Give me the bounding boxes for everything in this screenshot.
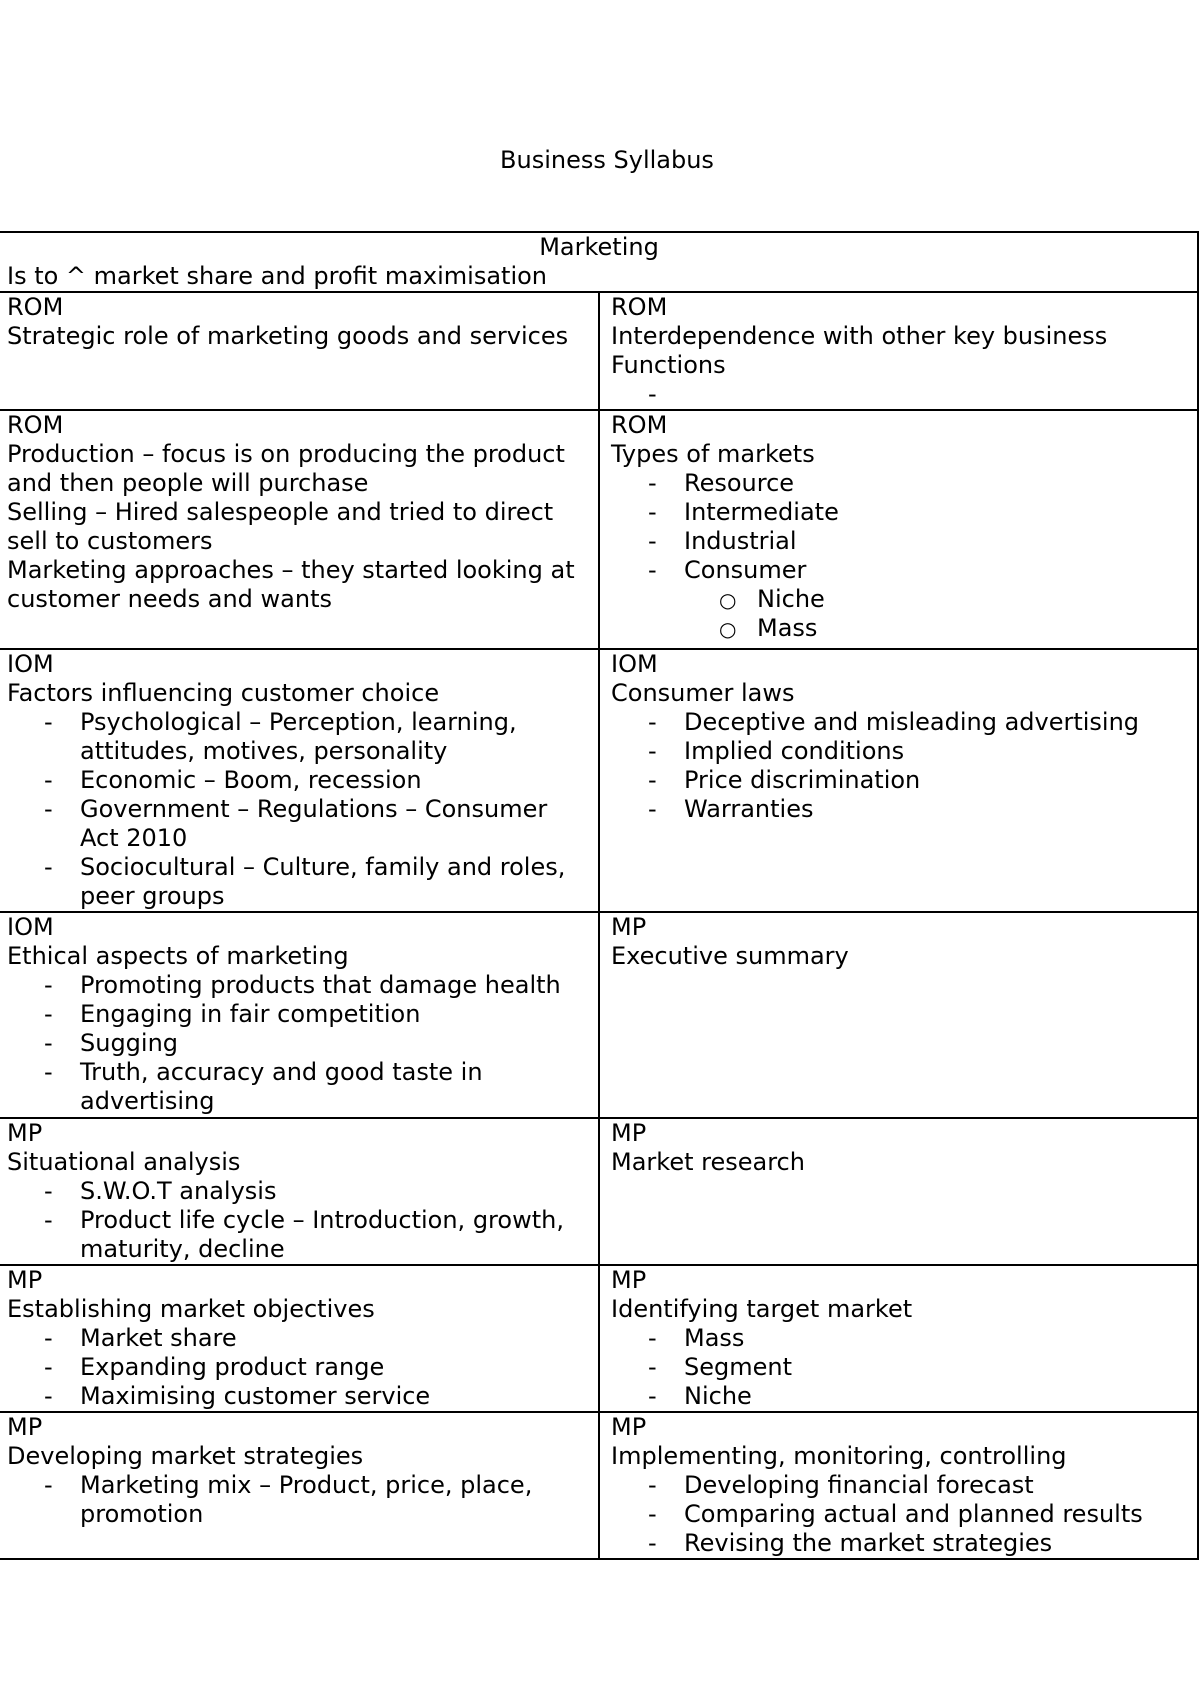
cell-heading: Types of markets	[611, 440, 815, 468]
table-cell	[0, 649, 599, 912]
cell-line: Selling – Hired salespeople and tried to direct sell to customers	[7, 498, 554, 555]
table-cell	[0, 1118, 599, 1265]
cell-tag: IOM	[7, 913, 54, 941]
cell-heading: Consumer laws	[611, 679, 795, 707]
table-header-row	[0, 232, 1198, 292]
cell-heading: Identifying target market	[611, 1295, 913, 1323]
list-item: - Economic – Boom, recession	[7, 766, 592, 795]
cell-tag: ROM	[611, 411, 668, 439]
list-item: - Comparing actual and planned results	[611, 1500, 1191, 1529]
list-item: - Truth, accuracy and good taste in advertising	[7, 1058, 592, 1116]
section-subtitle: Is to ^ market share and profit maximisation	[7, 262, 548, 290]
bullet-list	[7, 971, 592, 1116]
table-row	[0, 1412, 1198, 1559]
cell-tag: MP	[611, 1266, 647, 1294]
cell-tag: IOM	[7, 650, 54, 678]
cell-tag: MP	[611, 913, 647, 941]
table-cell	[599, 1412, 1198, 1559]
cell-heading: Ethical aspects of marketing	[7, 942, 349, 970]
bullet-list	[611, 708, 1191, 824]
table-cell	[599, 410, 1198, 649]
list-item: - Market share	[7, 1324, 592, 1353]
cell-heading: Interdependence with other key business Functions	[611, 322, 1108, 379]
list-item: - Expanding product range	[7, 1353, 592, 1382]
table-cell	[599, 649, 1198, 912]
list-item: - Consumer	[611, 556, 1191, 585]
list-item: - Warranties	[611, 795, 1191, 824]
cell-heading: Establishing market objectives	[7, 1295, 375, 1323]
cell-tag: IOM	[611, 650, 658, 678]
list-item: - Price discrimination	[611, 766, 1191, 795]
cell-heading: Developing market strategies	[7, 1442, 364, 1470]
cell-tag: ROM	[7, 411, 64, 439]
table-cell	[599, 292, 1198, 410]
bullet-list	[611, 1471, 1191, 1558]
cell-tag: MP	[7, 1266, 43, 1294]
table-cell	[599, 1118, 1198, 1265]
list-item: - Sugging	[7, 1029, 592, 1058]
cell-heading: Factors influencing customer choice	[7, 679, 440, 707]
bullet-list	[7, 1471, 592, 1529]
bullet-list	[611, 469, 1191, 585]
list-item: - Resource	[611, 469, 1191, 498]
cell-tag: MP	[7, 1413, 43, 1441]
table-cell	[0, 410, 599, 649]
cell-heading: Market research	[611, 1148, 805, 1176]
list-item: - Engaging in fair competition	[7, 1000, 592, 1029]
list-item: - Segment	[611, 1353, 1191, 1382]
syllabus-table	[0, 231, 1199, 1560]
cell-tag: ROM	[7, 293, 64, 321]
cell-tag: MP	[611, 1413, 647, 1441]
header-cell	[0, 232, 1198, 292]
bullet-list	[7, 1177, 592, 1264]
cell-heading: Executive summary	[611, 942, 849, 970]
list-item: - Implied conditions	[611, 737, 1191, 766]
table-cell	[0, 912, 599, 1118]
cell-tag: ROM	[611, 293, 668, 321]
table-row	[0, 1265, 1198, 1412]
table-row	[0, 1118, 1198, 1265]
cell-heading: Situational analysis	[7, 1148, 241, 1176]
list-item: - Developing financial forecast	[611, 1471, 1191, 1500]
bullet-list	[7, 1324, 592, 1411]
bullet-list	[7, 708, 592, 911]
cell-line: Marketing approaches – they started looking at customer needs and wants	[7, 556, 575, 613]
list-item: - Promoting products that damage health	[7, 971, 592, 1000]
empty-list-marker: -	[648, 380, 657, 408]
table-row	[0, 912, 1198, 1118]
list-item: - Niche	[611, 1382, 1191, 1411]
table-row	[0, 410, 1198, 649]
list-item: - Maximising customer service	[7, 1382, 592, 1411]
sub-list-item: ○ Niche	[611, 585, 1191, 614]
list-item: - Psychological – Perception, learning, attitudes, motives, personality	[7, 708, 592, 766]
sub-list-item: ○ Mass	[611, 614, 1191, 643]
list-item: - Revising the market strategies	[611, 1529, 1191, 1558]
table-row	[0, 292, 1198, 410]
cell-tag: MP	[611, 1119, 647, 1147]
table-row	[0, 649, 1198, 912]
list-item: - Deceptive and misleading advertising	[611, 708, 1191, 737]
list-item: - Government – Regulations – Consumer Act 2010	[7, 795, 592, 853]
list-item: - Intermediate	[611, 498, 1191, 527]
table-cell	[599, 912, 1198, 1118]
table-cell	[599, 1265, 1198, 1412]
table-cell	[0, 1412, 599, 1559]
list-item: - Mass	[611, 1324, 1191, 1353]
sub-bullet-list	[611, 585, 1191, 643]
table-cell	[0, 292, 599, 410]
cell-line: Production – focus is on producing the product and then people will purchase	[7, 440, 565, 497]
document-title: Business Syllabus	[500, 146, 714, 174]
cell-heading: Implementing, monitoring, controlling	[611, 1442, 1067, 1470]
table-cell	[0, 1265, 599, 1412]
list-item: - Industrial	[611, 527, 1191, 556]
bullet-list	[611, 1324, 1191, 1411]
list-item: - S.W.O.T analysis	[7, 1177, 592, 1206]
section-title: Marketing	[539, 233, 659, 261]
list-item: - Marketing mix – Product, price, place, promotion	[7, 1471, 592, 1529]
cell-heading: Strategic role of marketing goods and services	[7, 322, 569, 350]
cell-tag: MP	[7, 1119, 43, 1147]
list-item: - Sociocultural – Culture, family and roles, peer groups	[7, 853, 592, 911]
list-item: - Product life cycle – Introduction, growth, maturity, decline	[7, 1206, 592, 1264]
